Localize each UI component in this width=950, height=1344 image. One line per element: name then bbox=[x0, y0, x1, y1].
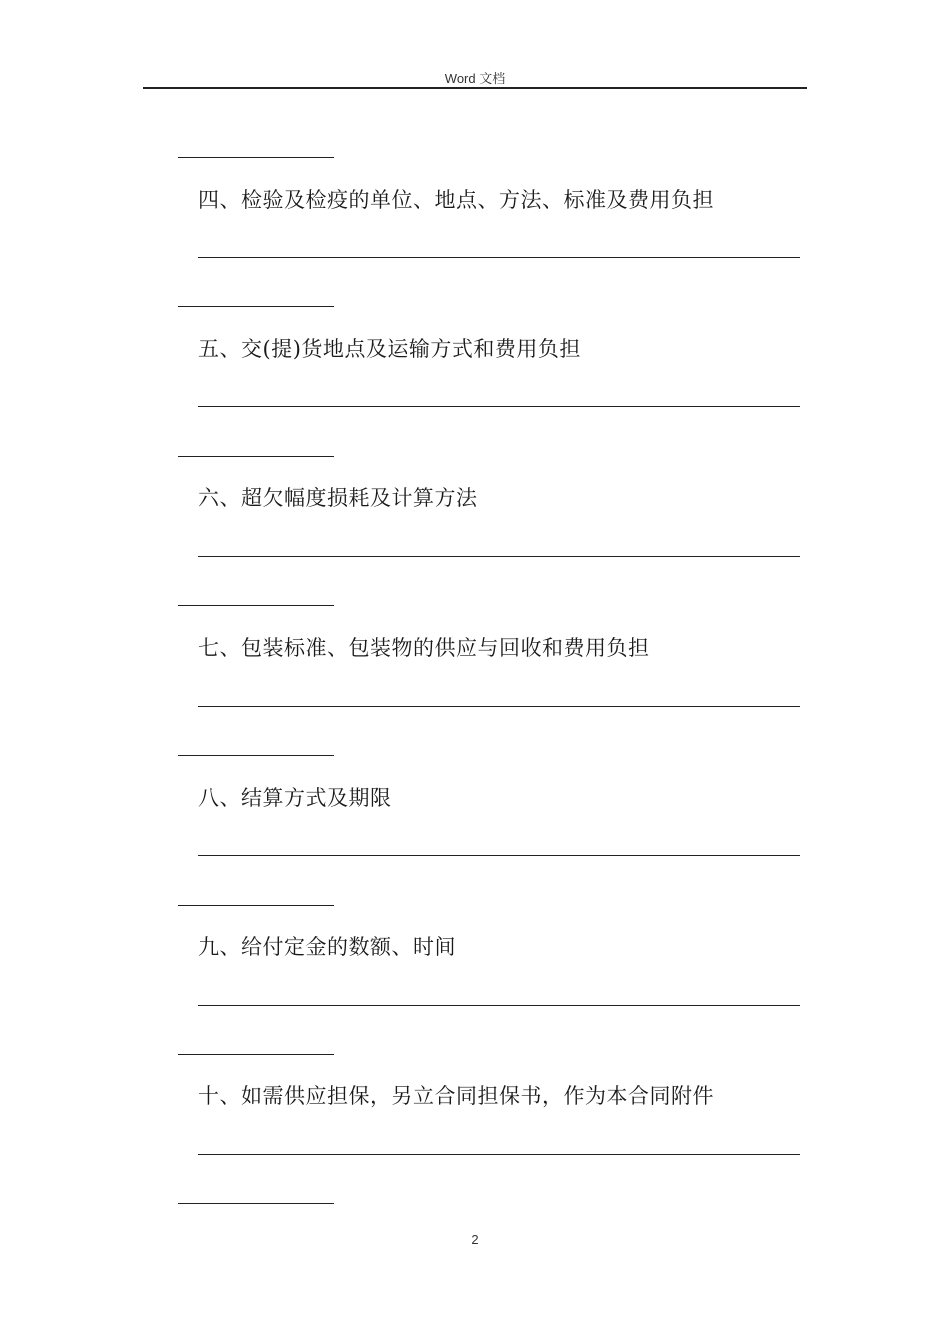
blank-line-long bbox=[198, 1005, 800, 1006]
section-heading-6: 六、超欠幅度损耗及计算方法 bbox=[198, 486, 478, 510]
blank-line-short bbox=[178, 755, 334, 756]
section-heading-7: 七、包装标准、包装物的供应与回收和费用负担 bbox=[198, 636, 650, 660]
blank-line-short bbox=[178, 905, 334, 906]
page-header-title: Word 文档 bbox=[444, 71, 506, 86]
blank-line-short bbox=[178, 306, 334, 307]
blank-line-short bbox=[178, 157, 334, 158]
blank-line-long bbox=[198, 257, 800, 258]
blank-line-short bbox=[178, 1203, 334, 1204]
section-heading-4: 四、检验及检疫的单位、地点、方法、标准及费用负担 bbox=[198, 188, 714, 212]
section-heading-5: 五、交(提)货地点及运输方式和费用负担 bbox=[198, 337, 581, 361]
blank-line-long bbox=[198, 855, 800, 856]
header-rule bbox=[143, 87, 807, 89]
blank-line-long bbox=[198, 406, 800, 407]
blank-line-long bbox=[198, 556, 800, 557]
page-number: 2 bbox=[471, 1232, 479, 1247]
blank-line-long bbox=[198, 706, 800, 707]
section-heading-9: 九、给付定金的数额、时间 bbox=[198, 935, 456, 959]
blank-line-long bbox=[198, 1154, 800, 1155]
section-heading-8: 八、结算方式及期限 bbox=[198, 786, 392, 810]
blank-line-short bbox=[178, 605, 334, 606]
blank-line-short bbox=[178, 456, 334, 457]
blank-line-short bbox=[178, 1054, 334, 1055]
section-heading-10: 十、如需供应担保，另立合同担保书，作为本合同附件 bbox=[198, 1084, 714, 1108]
